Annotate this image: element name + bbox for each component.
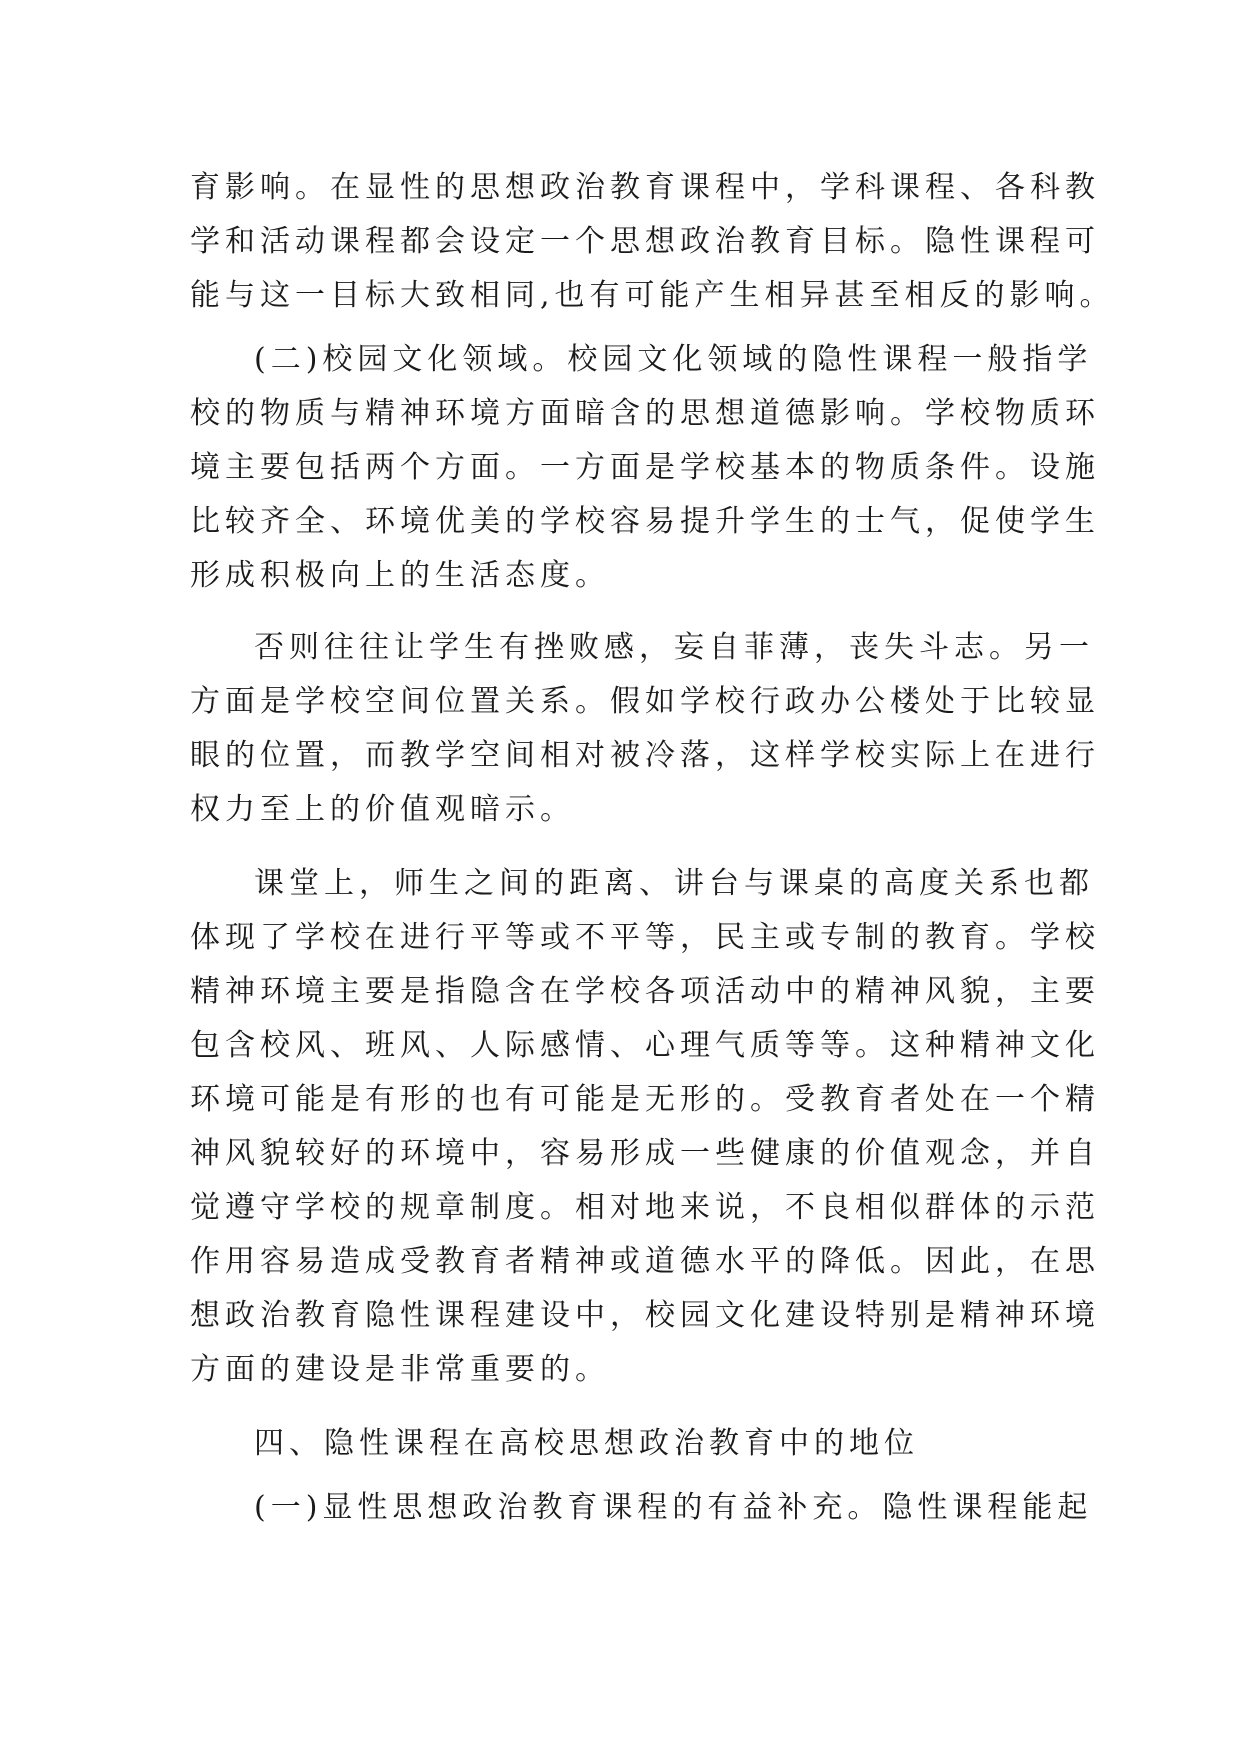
paragraph-start-line: (二)校园文化领域。校园文化领域的隐性课程一般指学 [254,342,1093,377]
section-heading: 四、隐性课程在高校思想政治教育中的地位 [254,1426,919,1461]
text-line: 能与这一目标大致相同,也有可能产生相异甚至相反的影响。 [190,278,1115,313]
text-line: 境主要包括两个方面。一方面是学校基本的物质条件。设施 [190,450,1100,485]
text-line: 神风貌较好的环境中，容易形成一些健康的价值观念，并自 [190,1136,1100,1171]
text-line: 精神环境主要是指隐含在学校各项活动中的精神风貌，主要 [190,974,1100,1009]
paragraph-start-line: 否则往往让学生有挫败感，妄自菲薄，丧失斗志。另一 [254,630,1094,665]
text-line: 环境可能是有形的也有可能是无形的。受教育者处在一个精 [190,1082,1100,1117]
text-line: 眼的位置，而教学空间相对被冷落，这样学校实际上在进行 [190,738,1100,773]
text-line: 方面是学校空间位置关系。假如学校行政办公楼处于比较显 [190,684,1100,719]
text-line: 想政治教育隐性课程建设中，校园文化建设特别是精神环境 [190,1298,1100,1333]
text-line: 方面的建设是非常重要的。 [190,1352,610,1387]
text-line: 学和活动课程都会设定一个思想政治教育目标。隐性课程可 [190,224,1100,259]
text-line: 校的物质与精神环境方面暗含的思想道德影响。学校物质环 [190,396,1100,431]
text-line: 权力至上的价值观暗示。 [190,792,575,827]
paragraph-start-line: (一)显性思想政治教育课程的有益补充。隐性课程能起 [254,1490,1093,1525]
paragraph-start-line: 课堂上，师生之间的距离、讲台与课桌的高度关系也都 [254,866,1094,901]
text-line: 包含校风、班风、人际感情、心理气质等等。这种精神文化 [190,1028,1100,1063]
text-line: 育影响。在显性的思想政治教育课程中，学科课程、各科教 [190,170,1100,205]
text-line: 比较齐全、环境优美的学校容易提升学生的士气，促使学生 [190,504,1100,539]
text-line: 体现了学校在进行平等或不平等，民主或专制的教育。学校 [190,920,1100,955]
text-line: 形成积极向上的生活态度。 [190,558,610,593]
text-line: 作用容易造成受教育者精神或道德水平的降低。因此，在思 [190,1244,1100,1279]
text-line: 觉遵守学校的规章制度。相对地来说，不良相似群体的示范 [190,1190,1100,1225]
